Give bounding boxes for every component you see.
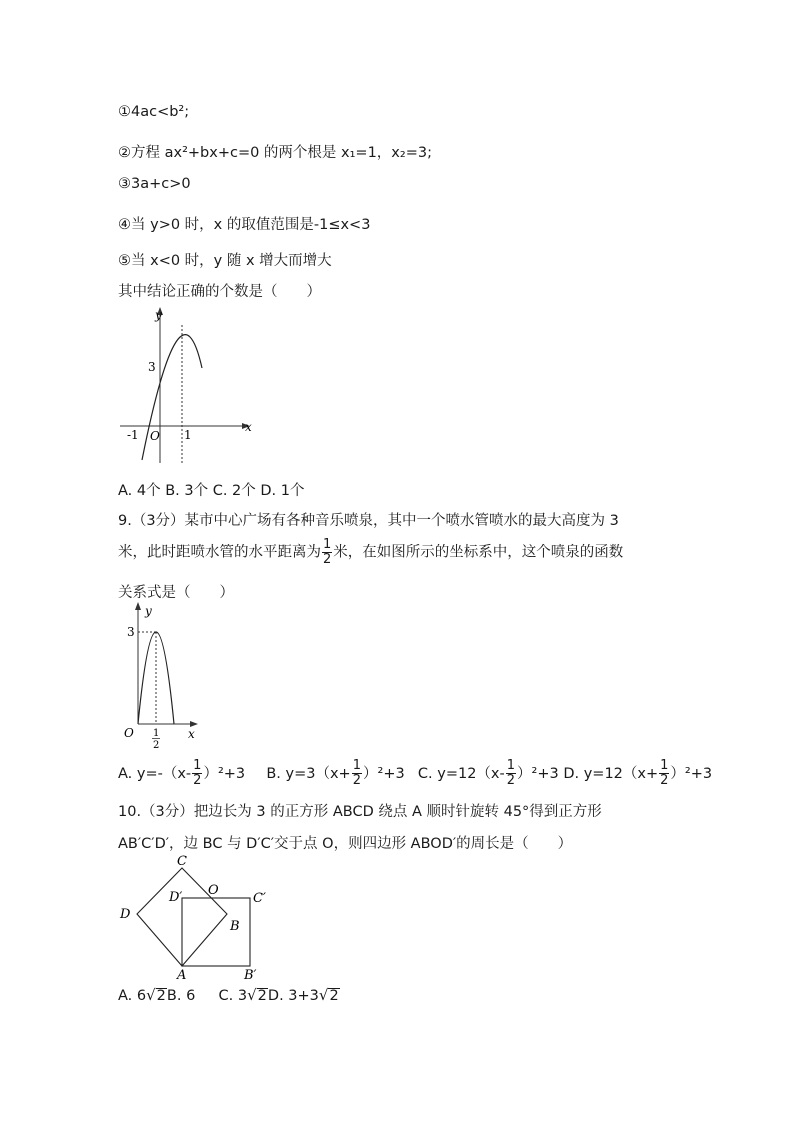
q9-line-1: 9.（3分）某市中心广场有各种音乐喷泉，其中一个喷水管喷水的最大高度为 3 — [118, 513, 619, 529]
q8-label-3: 3 — [148, 360, 156, 374]
q10-label-d: D — [120, 907, 131, 922]
q10-line-1: 10.（3分）把边长为 3 的正方形 ABCD 绕点 A 顺时针旋转 45°得到正方形 — [118, 804, 602, 820]
q9-line-2-a: 米，此时距喷水管的水平距离为 — [118, 544, 321, 561]
statement-3: ③3a+c>0 — [118, 176, 191, 192]
q9-option-d: D. y=12（x+ $\frac{1}{2}$ ）²+3 — [563, 758, 713, 788]
statement-5: ⑤当 x<0 时，y 随 x 增大而增大 — [118, 253, 332, 269]
q8-label-minus-1: -1 — [127, 428, 139, 442]
q9-fraction-half: $\frac{1}{2}$ — [323, 537, 332, 567]
q9-y-axis-arrow — [135, 602, 141, 610]
q10-label-d-prime: D′ — [169, 890, 183, 905]
q8-options: A. 4个 B. 3个 C. 2个 D. 1个 — [118, 483, 305, 499]
q10-label-c-prime: C′ — [253, 891, 266, 906]
q9-option-c: C. y=12（x- $\frac{1}{2}$ ）²+3 — [417, 758, 559, 788]
q9-x-label: x — [188, 727, 195, 741]
q8-y-label: y — [155, 308, 162, 322]
q9-fountain-figure — [118, 600, 208, 752]
q9-line-2 — [118, 538, 623, 567]
q9-line-2-b: 米，在如图所示的坐标系中，这个喷泉的函数 — [333, 544, 624, 561]
q10-label-b-prime: B′ — [244, 968, 257, 982]
q8-origin-label: O — [150, 429, 160, 443]
q8-label-1: 1 — [184, 428, 192, 442]
statement-1: ①4ac<b²; — [118, 104, 190, 120]
statement-2: ②方程 ax²+bx+c=0 的两个根是 x₁=1，x₂=3; — [118, 145, 432, 161]
q10-label-b: B — [230, 919, 240, 934]
q10-option-a: A. 6√2 — [118, 986, 166, 1004]
q10-label-c: C — [177, 854, 187, 869]
q10-square-ab-c-d — [182, 898, 250, 966]
q10-option-c: C. 3√2 — [218, 986, 267, 1004]
q9-half-num: 1 — [153, 728, 160, 739]
statement-4: ④当 y>0 时，x 的取值范围是-1≤x<3 — [118, 217, 371, 233]
q10-label-o: O — [208, 883, 219, 898]
q9-origin-label: O — [124, 726, 134, 740]
q10-options — [118, 986, 340, 1004]
q10-squares-figure — [112, 850, 272, 982]
q8-prompt: 其中结论正确的个数是（ ） — [118, 284, 321, 300]
q10-option-d: D. 3+3√2 — [267, 986, 339, 1004]
q9-options — [118, 759, 712, 788]
q10-option-b: B. 6 — [166, 988, 196, 1004]
q10-line-2: AB′C′D′，边 BC 与 D′C′交于点 O，则四边形 ABOD′的周长是（ ） — [118, 836, 573, 852]
q8-parabola-figure — [112, 305, 262, 467]
q9-option-a: A. y=-（x- $\frac{1}{2}$ ）²+3 — [118, 758, 246, 788]
q10-label-a: A — [177, 968, 187, 982]
q9-line-3: 关系式是（ ） — [118, 585, 234, 601]
q8-x-label: x — [245, 420, 252, 434]
q9-option-b: B. y=3（x+ $\frac{1}{2}$ ）²+3 — [266, 758, 405, 788]
q9-half-den: 2 — [153, 740, 160, 751]
q9-label-3: 3 — [127, 625, 135, 639]
q9-y-label: y — [145, 604, 152, 618]
